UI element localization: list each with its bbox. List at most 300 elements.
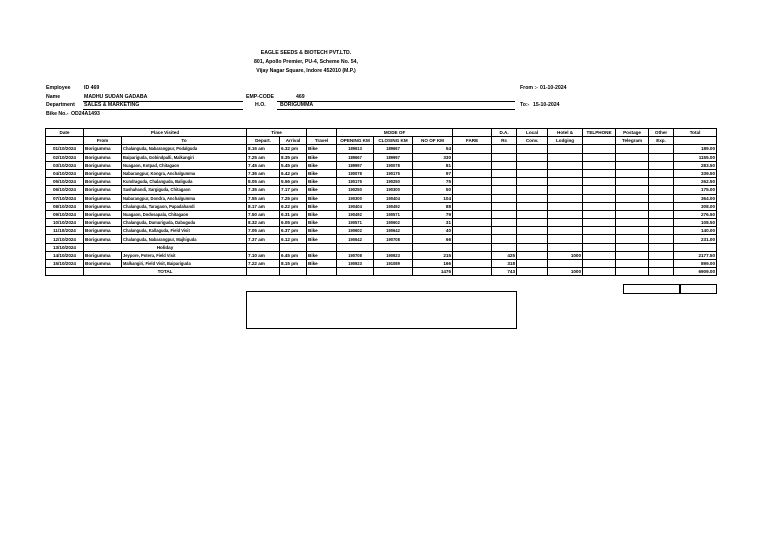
from-date-value: 01-10-2024	[540, 85, 567, 91]
cell-arrival: 7.17 pm	[280, 186, 307, 194]
cell-to: Chalanguda, Nabarangpur, Podalguda	[122, 145, 247, 153]
col-fare-header: FARE	[453, 137, 492, 145]
cell-close: 191089	[374, 260, 413, 268]
cell-hotel	[548, 202, 583, 210]
col-conv-header: Conv.	[517, 137, 548, 145]
cell-other	[649, 145, 674, 153]
cell-hotel	[548, 161, 583, 169]
cell-depart: 7.36 am	[247, 169, 280, 177]
cell-other	[649, 178, 674, 186]
cell-km: 166	[413, 260, 453, 268]
cell-da	[492, 227, 517, 235]
cell-postage	[616, 178, 649, 186]
cell-depart: 8.32 am	[247, 219, 280, 227]
cell-travel: Bike	[307, 235, 337, 243]
cell-arrival: 6.32 pm	[280, 145, 307, 153]
cell-date: 04/10/2024	[46, 169, 84, 177]
cell-fare	[453, 194, 492, 202]
cell-hotel	[548, 235, 583, 243]
cell-da	[492, 194, 517, 202]
holiday-cell: Holiday	[84, 243, 247, 251]
cell-postage	[616, 227, 649, 235]
cell-tel	[583, 186, 616, 194]
cell-da	[492, 145, 517, 153]
cell-to: Kundraguda, Chalanguda, Baliguda	[122, 178, 247, 186]
emp-code-label: EMP-CODE	[246, 94, 274, 100]
cell-travel: Bike	[307, 260, 337, 268]
grand-total-extra-box	[679, 284, 717, 294]
col-hotel-header: Hotel &	[548, 129, 583, 137]
cell-close: 190642	[374, 227, 413, 235]
cell-date: 12/10/2024	[46, 235, 84, 243]
cell-travel: Bike	[307, 210, 337, 218]
ho-label: H.O.	[255, 102, 266, 108]
col-postage-header: Postage	[616, 129, 649, 137]
table-row	[46, 227, 717, 235]
cell-km: 50	[413, 186, 453, 194]
cell-fare	[453, 251, 492, 259]
cell-da	[492, 178, 517, 186]
cell-other	[649, 169, 674, 177]
cell-depart: 7.10 am	[247, 251, 280, 259]
cell-open: 190708	[337, 251, 374, 259]
cell-other	[649, 243, 674, 251]
cell-tel	[583, 178, 616, 186]
cell-postage	[616, 260, 649, 268]
cell-hotel	[548, 194, 583, 202]
employee-name: MADHU SUDAN GADABA	[84, 94, 148, 100]
cell-travel: Bike	[307, 145, 337, 153]
cell-open: 189613	[337, 145, 374, 153]
cell-tel	[583, 219, 616, 227]
employee-id: ID 469	[84, 85, 100, 91]
cell-hotel	[548, 145, 583, 153]
col-no-of-km-header: NO OF KM	[413, 137, 453, 145]
cell-from: Borigumma	[84, 210, 122, 218]
cell-travel: Bike	[307, 169, 337, 177]
cell-postage	[616, 219, 649, 227]
col-rs-header: Rs	[492, 137, 517, 145]
cell-local	[517, 153, 548, 161]
cell-hotel	[548, 243, 583, 251]
table-header-row-2	[46, 137, 717, 145]
ho-underline	[277, 109, 515, 110]
cell-km: 75	[413, 178, 453, 186]
col-travel-header: Travel	[307, 137, 337, 145]
col-lodging-header: Lodging	[548, 137, 583, 145]
cell-da	[492, 210, 517, 218]
cell-postage	[616, 243, 649, 251]
cell-date: 15/10/2024	[46, 260, 84, 268]
col-da-header: D.A.	[492, 129, 517, 137]
col-exp-header: Exp.	[649, 137, 674, 145]
cell-open: 190923	[337, 260, 374, 268]
cell-to: Jeypore, Poteru, Field Visit	[122, 251, 247, 259]
cell-km: 330	[413, 153, 453, 161]
cell-arrival: 6.45 pm	[280, 251, 307, 259]
cell-km: 66	[413, 235, 453, 243]
cell-fare	[453, 161, 492, 169]
cell-da	[492, 202, 517, 210]
cell-arrival: 6.05 pm	[280, 219, 307, 227]
cell-total: 108.50	[674, 219, 717, 227]
cell-arrival: 8.15 pm	[280, 260, 307, 268]
cell-other	[649, 194, 674, 202]
cell-local	[517, 194, 548, 202]
cell-travel: Bike	[307, 251, 337, 259]
cell-tel	[583, 153, 616, 161]
cell-date: 14/10/2024	[46, 251, 84, 259]
cell-postage	[616, 145, 649, 153]
cell-from: Borigumma	[84, 219, 122, 227]
cell-total: 283.50	[674, 161, 717, 169]
cell-da	[492, 235, 517, 243]
cell-arrival: 7.25 pm	[280, 194, 307, 202]
col-to-header: To	[122, 137, 247, 145]
col-total-header: Total	[674, 129, 717, 137]
cell-other	[649, 219, 674, 227]
total-hotel: 1000	[548, 268, 583, 276]
cell-tel	[583, 145, 616, 153]
cell-close: 190492	[374, 202, 413, 210]
cell-date: 11/10/2024	[46, 227, 84, 235]
cell-fare	[453, 153, 492, 161]
col-place-header: Place Visited	[84, 129, 247, 137]
cell-total: 2177.50	[674, 251, 717, 259]
table-row	[46, 210, 717, 218]
cell-depart: 7.25 am	[247, 153, 280, 161]
cell-travel: Bike	[307, 194, 337, 202]
cell-postage	[616, 186, 649, 194]
cell-depart: 7.45 am	[247, 161, 280, 169]
cell-postage	[616, 194, 649, 202]
bike-label: Bike No.-	[46, 111, 69, 117]
cell-tel	[583, 161, 616, 169]
cell-local	[517, 145, 548, 153]
cell-other	[649, 227, 674, 235]
cell-open: 189667	[337, 153, 374, 161]
expense-table	[45, 128, 717, 276]
cell-km: 215	[413, 251, 453, 259]
cell-postage	[616, 161, 649, 169]
name-label: Name	[46, 94, 61, 100]
cell-from: Borigumma	[84, 194, 122, 202]
bike-number: OD24A1493	[71, 111, 100, 117]
cell-arrival: 5.45 pm	[280, 161, 307, 169]
col-local-header: Local	[517, 129, 548, 137]
cell-da: 425	[492, 251, 517, 259]
cell-depart: 7.05 am	[247, 227, 280, 235]
postage-other-total-box	[623, 284, 681, 294]
company-address-line1: 801, Apollo Premier, PU-4, Scheme No. 54,	[254, 59, 358, 65]
col-closing-km-header: CLOSING KM	[374, 137, 413, 145]
cell-close: 190250	[374, 178, 413, 186]
cell-depart: 7.50 am	[247, 210, 280, 218]
cell-da	[492, 219, 517, 227]
cell-to: Nabarangpur, Kongra, Anchalgumma	[122, 169, 247, 177]
cell-date: 01/10/2024	[46, 145, 84, 153]
cell-tel	[583, 227, 616, 235]
cell-close: 190078	[374, 161, 413, 169]
cell-close: 190404	[374, 194, 413, 202]
cell-total: 276.50	[674, 210, 717, 218]
cell-from: Borigumma	[84, 235, 122, 243]
col-other-header: Other	[649, 129, 674, 137]
table-row	[46, 235, 717, 243]
cell-local	[517, 243, 548, 251]
company-address-line2: Vijay Nagar Square, Indore 452010 (M.P.)	[256, 68, 356, 74]
cell-other	[649, 260, 674, 268]
cell-tel	[583, 202, 616, 210]
cell-to: Chalanguda, Nabarangpur, Majhiguda	[122, 235, 247, 243]
cell-total	[674, 243, 717, 251]
cell-total: 262.50	[674, 178, 717, 186]
cell-close: 190300	[374, 186, 413, 194]
cell-travel: Bike	[307, 202, 337, 210]
cell-open: 190571	[337, 219, 374, 227]
cell-hotel	[548, 260, 583, 268]
total-da: 743	[492, 268, 517, 276]
cell-postage	[616, 235, 649, 243]
cell-tel	[583, 260, 616, 268]
cell-to: Sashahandi, Sargiguda, Chitagaon	[122, 186, 247, 194]
cell-hotel	[548, 219, 583, 227]
cell-close: 189997	[374, 153, 413, 161]
col-arrival-header: Arrival	[280, 137, 307, 145]
cell-total: 339.50	[674, 169, 717, 177]
cell-hotel	[548, 210, 583, 218]
col-telegram-header: Telegram	[616, 137, 649, 145]
cell-date: 02/10/2024	[46, 153, 84, 161]
cell-from: Borigumma	[84, 186, 122, 194]
to-date-label: To:-	[520, 102, 530, 108]
department-underline	[83, 109, 243, 110]
cell-km: 81	[413, 161, 453, 169]
cell-arrival: 6.12 pm	[280, 235, 307, 243]
cell-tel	[583, 169, 616, 177]
col-from-header: From	[84, 137, 122, 145]
table-row	[46, 260, 717, 268]
cell-to: Nabarangpur, Dondra, Anchalgumma	[122, 194, 247, 202]
cell-arrival: 6.42 pm	[280, 169, 307, 177]
cell-arrival: 5.56 pm	[280, 178, 307, 186]
cell-km	[413, 243, 453, 251]
emp-code-value: 469	[296, 94, 305, 100]
cell-local	[517, 260, 548, 268]
cell-da	[492, 161, 517, 169]
cell-postage	[616, 153, 649, 161]
cell-close: 190175	[374, 169, 413, 177]
department-value: SALES & MARKETING	[84, 102, 140, 108]
cell-depart: 8.17 am	[247, 202, 280, 210]
cell-travel: Bike	[307, 186, 337, 194]
cell-open: 190602	[337, 227, 374, 235]
cell-to: Chalanguda, Taragaon, Papadahandi	[122, 202, 247, 210]
cell-to: Nuagaon, Kotpad, Chitagaon	[122, 161, 247, 169]
company-name: EAGLE SEEDS & BIOTECH PVT.LTD.	[260, 50, 352, 56]
cell-to: Chalanguda, Kallaguda, Field Visit	[122, 227, 247, 235]
cell-close: 189667	[374, 145, 413, 153]
cell-from: Borigumma	[84, 260, 122, 268]
cell-depart: 7.35 am	[247, 186, 280, 194]
cell-close: 190923	[374, 251, 413, 259]
cell-tel	[583, 251, 616, 259]
cell-date: 09/10/2024	[46, 210, 84, 218]
cell-depart	[247, 243, 280, 251]
cell-from: Borigumma	[84, 202, 122, 210]
table-row	[46, 219, 717, 227]
cell-arrival	[280, 243, 307, 251]
cell-from: Borigumma	[84, 227, 122, 235]
col-time-header: Time	[247, 129, 307, 137]
cell-from: Borigumma	[84, 251, 122, 259]
cell-date: 08/10/2024	[46, 202, 84, 210]
cell-close: 190571	[374, 210, 413, 218]
cell-local	[517, 202, 548, 210]
cell-travel: Bike	[307, 161, 337, 169]
remarks-box	[246, 291, 517, 329]
cell-local	[517, 210, 548, 218]
cell-other	[649, 235, 674, 243]
col-opening-km-header: OPENING KM	[337, 137, 374, 145]
cell-total: 899.00	[674, 260, 717, 268]
cell-fare	[453, 145, 492, 153]
col-date-header: Date	[46, 129, 84, 137]
total-row	[46, 268, 717, 276]
cell-to: Nuagaon, Dodosapala, Chitagaon	[122, 210, 247, 218]
cell-km: 54	[413, 145, 453, 153]
table-row	[46, 243, 717, 251]
cell-date: 10/10/2024	[46, 219, 84, 227]
cell-open: 190492	[337, 210, 374, 218]
cell-from: Borigumma	[84, 145, 122, 153]
cell-close: 190602	[374, 219, 413, 227]
cell-other	[649, 186, 674, 194]
cell-travel	[307, 243, 337, 251]
cell-close	[374, 243, 413, 251]
cell-depart: 8.05 am	[247, 178, 280, 186]
cell-fare	[453, 260, 492, 268]
cell-other	[649, 153, 674, 161]
cell-other	[649, 251, 674, 259]
cell-da	[492, 153, 517, 161]
cell-hotel	[548, 227, 583, 235]
cell-tel	[583, 243, 616, 251]
cell-to: Baipariguda, Gobindpalli, Malkangiri	[122, 153, 247, 161]
cell-local	[517, 169, 548, 177]
cell-fare	[453, 219, 492, 227]
cell-depart: 7.55 am	[247, 194, 280, 202]
cell-from: Borigumma	[84, 161, 122, 169]
cell-travel: Bike	[307, 219, 337, 227]
table-row	[46, 145, 717, 153]
cell-local	[517, 235, 548, 243]
cell-from: Borigumma	[84, 153, 122, 161]
table-row	[46, 169, 717, 177]
cell-fare	[453, 169, 492, 177]
cell-hotel	[548, 169, 583, 177]
cell-depart: 7.37 am	[247, 235, 280, 243]
cell-da: 318	[492, 260, 517, 268]
cell-hotel: 1000	[548, 251, 583, 259]
cell-hotel	[548, 178, 583, 186]
cell-km: 31	[413, 219, 453, 227]
cell-total: 308.00	[674, 202, 717, 210]
col-mode-header: MODE OF	[337, 129, 453, 137]
cell-hotel	[548, 186, 583, 194]
cell-tel	[583, 235, 616, 243]
cell-total: 140.00	[674, 227, 717, 235]
cell-other	[649, 161, 674, 169]
cell-from: Borigumma	[84, 169, 122, 177]
cell-to: Chalanguda, Dumuriguda, Dabuguda	[122, 219, 247, 227]
cell-open: 190250	[337, 186, 374, 194]
cell-date: 07/10/2024	[46, 194, 84, 202]
table-row	[46, 186, 717, 194]
cell-local	[517, 161, 548, 169]
cell-da	[492, 169, 517, 177]
total-label: TOTAL	[84, 268, 247, 276]
table-header-row-1	[46, 129, 717, 137]
table-row	[46, 202, 717, 210]
cell-km: 40	[413, 227, 453, 235]
cell-open: 189997	[337, 161, 374, 169]
to-date-value: 15-10-2024	[533, 102, 560, 108]
cell-fare	[453, 210, 492, 218]
department-label: Department	[46, 102, 75, 108]
employee-label: Employee	[46, 85, 71, 91]
cell-postage	[616, 251, 649, 259]
cell-date: 05/10/2024	[46, 178, 84, 186]
cell-arrival: 6.31 pm	[280, 210, 307, 218]
cell-fare	[453, 227, 492, 235]
cell-hotel	[548, 153, 583, 161]
cell-date: 03/10/2024	[46, 161, 84, 169]
cell-date: 06/10/2024	[46, 186, 84, 194]
cell-fare	[453, 235, 492, 243]
cell-local	[517, 178, 548, 186]
cell-arrival: 6.22 pm	[280, 202, 307, 210]
cell-other	[649, 210, 674, 218]
cell-local	[517, 219, 548, 227]
cell-tel	[583, 210, 616, 218]
cell-travel: Bike	[307, 178, 337, 186]
cell-km: 88	[413, 202, 453, 210]
cell-open: 190078	[337, 169, 374, 177]
cell-open: 190300	[337, 194, 374, 202]
col-telphone-header: TELPHONE	[583, 129, 616, 137]
cell-fare	[453, 202, 492, 210]
col-depart-header: Depart.	[247, 137, 280, 145]
cell-to: Malkangiri, Field Visit, Baipariguda	[122, 260, 247, 268]
cell-total: 231.00	[674, 235, 717, 243]
cell-date: 13/10/2024	[46, 243, 84, 251]
total-km: 1476	[413, 268, 453, 276]
cell-km: 97	[413, 169, 453, 177]
cell-fare	[453, 178, 492, 186]
cell-arrival: 6.37 pm	[280, 227, 307, 235]
cell-depart: 8.16 am	[247, 145, 280, 153]
cell-open: 190175	[337, 178, 374, 186]
cell-total: 175.00	[674, 186, 717, 194]
table-row	[46, 251, 717, 259]
ho-value: BORIGUMMA	[280, 102, 314, 108]
cell-travel: Bike	[307, 227, 337, 235]
cell-postage	[616, 210, 649, 218]
table-row	[46, 194, 717, 202]
cell-from: Borigumma	[84, 178, 122, 186]
cell-open: 190404	[337, 202, 374, 210]
